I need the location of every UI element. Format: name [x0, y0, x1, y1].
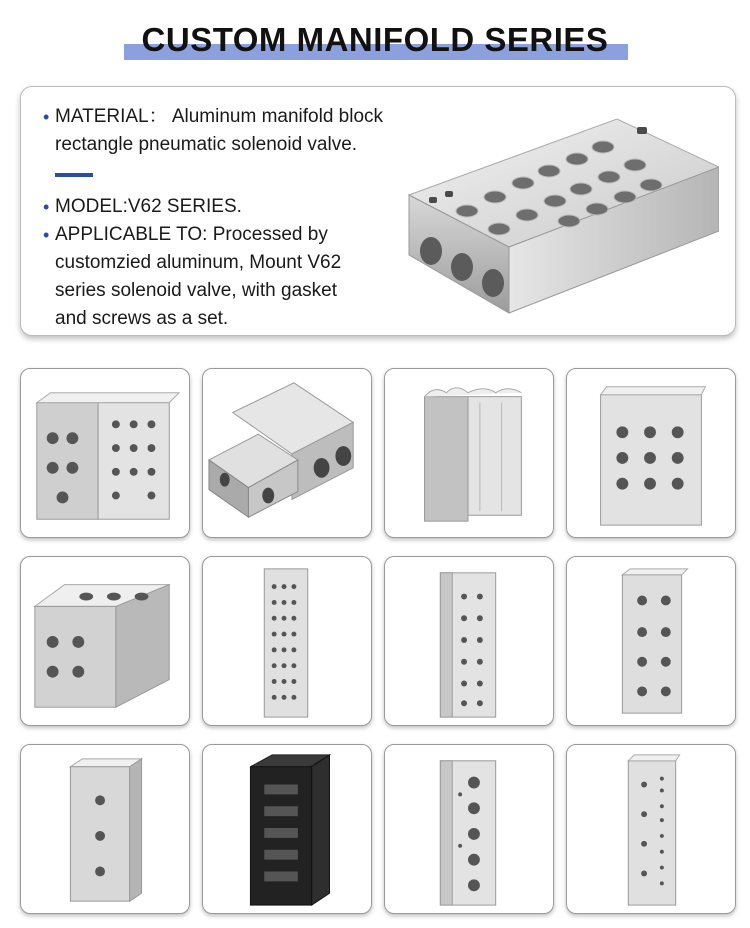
applicable-line-2: customzied aluminum, Mount V62 — [55, 252, 342, 273]
material-line-2: rectangle pneumatic solenoid valve. — [55, 134, 358, 155]
product-tile[interactable] — [202, 556, 372, 726]
product-tile[interactable] — [202, 744, 372, 914]
header — [0, 18, 750, 68]
applicable-line-4: and screws as a set. — [55, 308, 229, 329]
product-tile[interactable] — [20, 556, 190, 726]
bullet-icon: • — [43, 197, 50, 217]
page-title: CUSTOM MANIFOLD SERIES — [141, 21, 609, 58]
manifold-hero-image — [389, 113, 719, 321]
product-tile[interactable] — [384, 368, 554, 538]
material-line-1: MATERIAL： Aluminum manifold block — [55, 106, 384, 127]
model-line: MODEL:V62 SERIES. — [55, 196, 242, 217]
manifold-profile-icon — [385, 369, 553, 537]
manifold-bar-icon — [567, 745, 735, 913]
divider — [55, 173, 93, 177]
info-card — [20, 86, 736, 336]
info-text — [43, 103, 413, 333]
manifold-column-icon — [21, 745, 189, 913]
manifold-bar-icon — [567, 557, 735, 725]
bullet-icon: • — [43, 107, 50, 127]
product-tile[interactable] — [20, 744, 190, 914]
applicable-line-3: series solenoid valve, with gasket — [55, 280, 337, 301]
manifold-bar-icon — [385, 557, 553, 725]
product-tile[interactable] — [566, 744, 736, 914]
black-manifold-icon — [203, 745, 371, 913]
product-tile[interactable] — [384, 556, 554, 726]
product-tile[interactable] — [202, 368, 372, 538]
manifold-bar-icon — [385, 745, 553, 913]
manifold-angled-icon — [203, 369, 371, 537]
manifold-block-icon — [21, 369, 189, 537]
product-tile[interactable] — [384, 744, 554, 914]
product-tile[interactable] — [566, 556, 736, 726]
manifold-plate-icon — [567, 369, 735, 537]
manifold-block-icon — [21, 557, 189, 725]
product-tile[interactable] — [20, 368, 190, 538]
product-tile[interactable] — [566, 368, 736, 538]
bullet-icon: • — [43, 225, 50, 245]
applicable-line-1: APPLICABLE TO: Processed by — [55, 224, 328, 245]
manifold-bar-icon — [203, 557, 371, 725]
